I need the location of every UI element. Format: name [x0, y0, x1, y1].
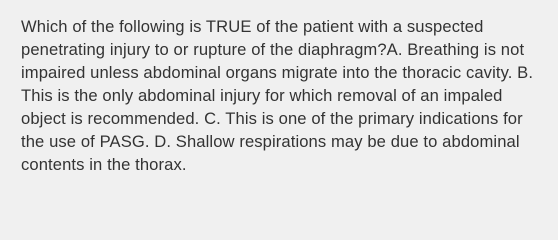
- question-text: Which of the following is TRUE of the patient with a suspected penetrating injury to or rupture of the diaphragm?A. Breathing is not impaired unless abdominal organs migrate into the thoracic cavity. B. This is the only abdominal injury for which removal of an impaled object is recommended. C. This is one of the primary indications for the use of PASG. D. Shallow respirations may be due to abdominal contents in the thorax.: [21, 17, 534, 174]
